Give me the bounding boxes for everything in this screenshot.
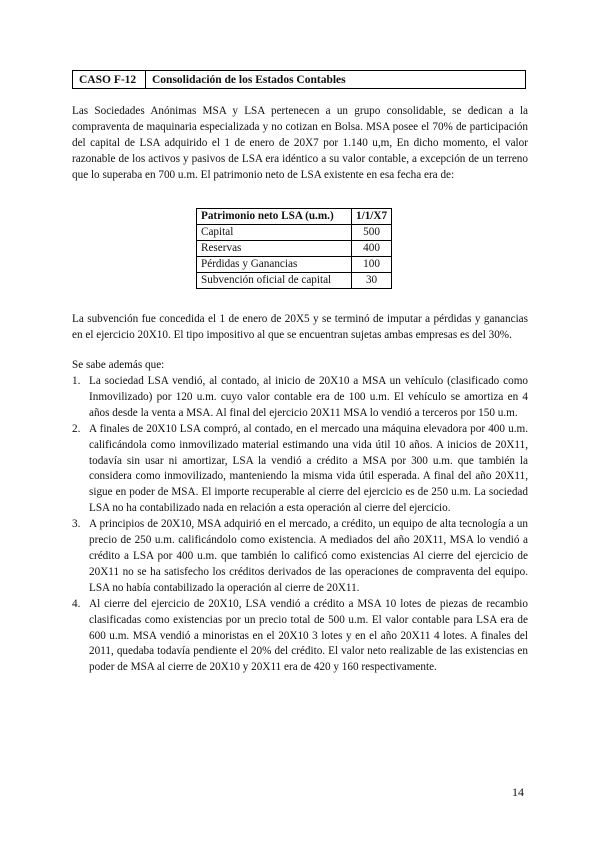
page-number: 14	[512, 785, 524, 799]
item-text: La sociedad LSA vendió, al contado, al inicio de 20X10 a MSA un vehículo (clasificado como Inmovilizado) por 120 u.m. cuyo valor contable era de 100 u.m. El vehículo se amortiza en 4 años desde la venta a MSA. Al final del ejercicio 20X11 MSA lo vendió a terceros por 150 u.m.	[89, 375, 528, 419]
case-header	[72, 70, 526, 89]
equity-row-label: Subvención oficial de capital	[197, 273, 352, 289]
equity-row-value: 500	[352, 225, 392, 241]
item-number: 2.	[72, 422, 81, 435]
case-title: Consolidación de los Estados Contables	[146, 71, 526, 89]
list-item	[72, 374, 528, 422]
equity-row-value: 400	[352, 241, 392, 257]
item-number: 1.	[72, 375, 81, 387]
table-row	[197, 273, 392, 289]
list-item	[72, 422, 528, 517]
equity-row-value: 30	[352, 273, 392, 289]
item-text: A finales de 20X10 LSA compró, al contado, en el mercado una máquina elevadora por 400 u.m. calificándola como inmovilizado material estimando una vida útil 10 años. A inicios de 20X11, todavía sin usar ni amortizar, LSA la vendió a crédito a MSA por 300 u.m. que también la considera como inmovilizado, manteniendo la misma vida útil esperada. A final del año 20X11, sigue en poder de MSA. El importe recuperable al cierre del ejercicio es de 250 u.m. La sociedad LSA no ha contabilizado nada en relación a esta operación al cierre del ejercicio.	[89, 422, 528, 515]
equity-header-concept: Patrimonio neto LSA (u.m.)	[197, 209, 352, 225]
equity-table	[196, 208, 392, 289]
intro-paragraph: Las Sociedades Anónimas MSA y LSA pertenecen a un grupo consolidable, se dedican a la compraventa de maquinaria especializada y no cotizan en Bolsa. MSA posee el 70% de participación del capital de LSA adquirido el 1 de enero de 20X7 por 1.140 u,m, En dicho momento, el valor razonable de los activos y pasivos de LSA era idéntico a su valor contable, a excepción de un terreno que lo superaba en 700 u.m. El patrimonio neto de LSA existente en esa fecha era de:	[72, 105, 528, 181]
equity-table-header	[197, 209, 392, 225]
table-row	[197, 241, 392, 257]
equity-row-label: Pérdidas y Ganancias	[197, 257, 352, 273]
equity-header-date: 1/1/X7	[352, 209, 392, 225]
item-number: 4.	[72, 597, 81, 610]
subsidy-paragraph: La subvención fue concedida el 1 de enero de 20X5 y se terminó de imputar a pérdidas y ganancias en el ejercicio 20X10. El tipo impositivo al que se encuentran sujetas ambas empresas es del 30%.	[72, 313, 528, 341]
operations-list	[72, 374, 528, 676]
equity-row-value: 100	[352, 257, 392, 273]
case-code: CASO F-12	[73, 71, 146, 89]
item-text: Al cierre del ejercicio de 20X10, LSA vendió a crédito a MSA 10 lotes de piezas de recambio clasificadas como existencias por un precio total de 500 u.m. El valor contable para LSA era de 600 u.m. MSA vendió a minoristas en el 20X10 3 lotes y en el año 20X11 4 lotes. A finales del 2011, quedaba todavía pendiente el 20% del crédito. El valor neto realizable de las existencias en poder de MSA al cierre de 20X10 y 20X11 era de 420 y 160 respectivamente.	[89, 597, 528, 674]
known-label: Se sabe además que:	[72, 359, 165, 371]
table-row	[197, 257, 392, 273]
item-number: 3.	[72, 518, 81, 531]
equity-row-label: Reservas	[197, 241, 352, 257]
table-row	[197, 225, 392, 241]
equity-row-label: Capital	[197, 225, 352, 241]
list-item	[72, 597, 528, 677]
item-text: A principios de 20X10, MSA adquirió en el mercado, a crédito, un equipo de alta tecnología a un precio de 250 u.m. calificándolo como existencia. A mediados del año 20X11, MSA lo vendió a crédito a LSA por 400 u.m. que también lo calificó como existencias Al cierre del ejercicio de 20X11 no se ha satisfecho los créditos derivados de las operaciones de compraventa del equipo. LSA no había contabilizado la operación al cierre de 20X11.	[89, 518, 528, 594]
list-item	[72, 517, 528, 597]
